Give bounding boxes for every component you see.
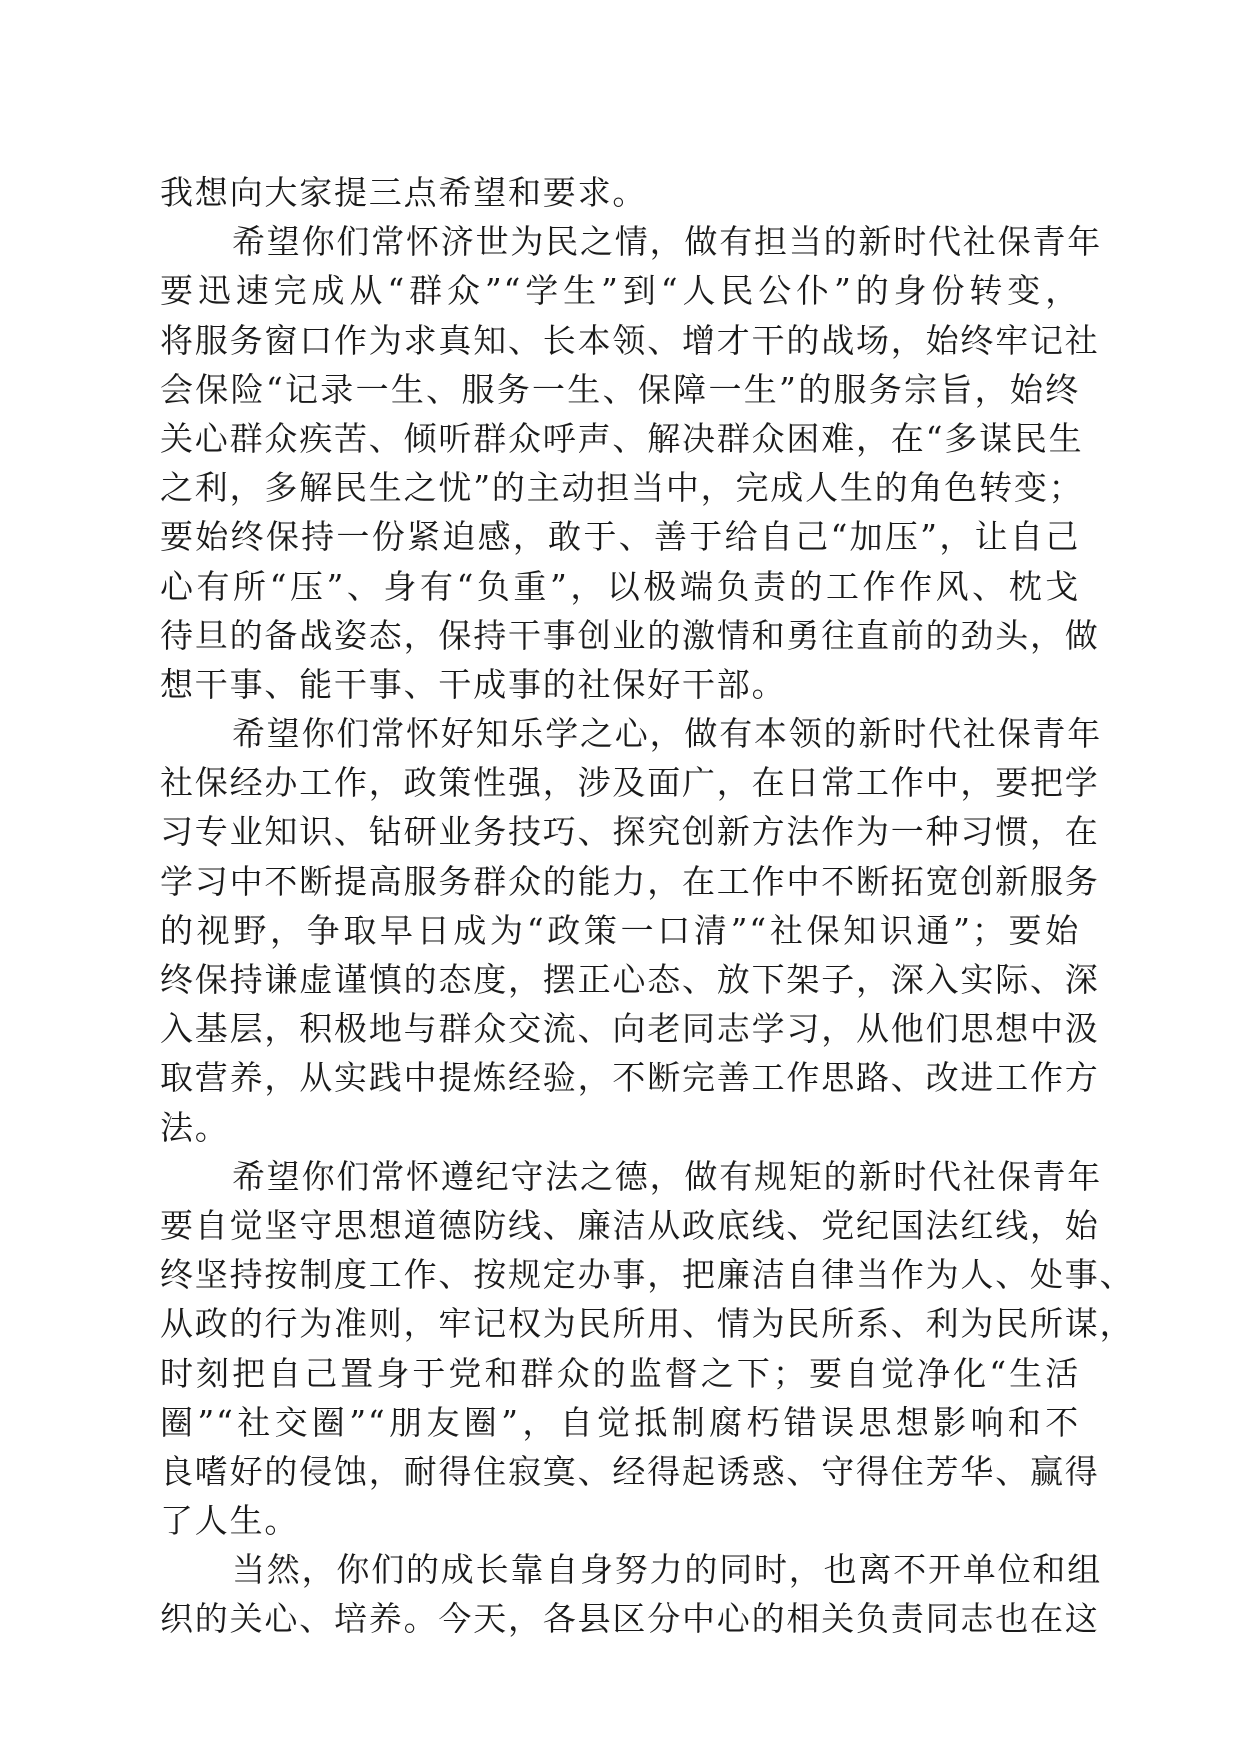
paragraph-line: 待旦的备战姿态，保持干事创业的激情和勇往直前的劲头，做: [160, 615, 1100, 655]
document-page: [160, 168, 1135, 1644]
paragraph-line: 良嗜好的侵蚀，耐得住寂寞、经得起诱惑、守得住芳华、赢得: [160, 1451, 1100, 1491]
paragraph-line: 织的关心、培养。今天，各县区分中心的相关负责同志也在这: [160, 1599, 1100, 1639]
paragraph-first-line: 希望你们常怀遵纪守法之德，做有规矩的新时代社保青年: [232, 1156, 1102, 1196]
paragraph-first-line: 当然，你们的成长靠自身努力的同时，也离不开单位和组: [232, 1550, 1102, 1590]
paragraph-line: 要迅速完成从“群众”“学生”到“人民公仆”的身份转变，: [160, 271, 1080, 311]
paragraph-line: 的视野，争取早日成为“政策一口清”“社保知识通”；要始: [160, 910, 1080, 950]
paragraph-line: 学习中不断提高服务群众的能力，在工作中不断拓宽创新服务: [160, 861, 1100, 901]
paragraph-line: 将服务窗口作为求真知、长本领、增才干的战场，始终牢记社: [160, 320, 1100, 360]
paragraph-line: 入基层，积极地与群众交流、向老同志学习，从他们思想中汲: [160, 1009, 1100, 1049]
paragraph-line: 会保险“记录一生、服务一生、保障一生”的服务宗旨，始终: [160, 369, 1080, 409]
paragraph-line: 心有所“压”、身有“负重”，以极端负责的工作作风、枕戈: [160, 566, 1080, 606]
paragraph-line: 终保持谦虚谨慎的态度，摆正心态、放下架子，深入实际、深: [160, 960, 1100, 999]
paragraph-first-line: 希望你们常怀济世为民之情，做有担当的新时代社保青年: [232, 222, 1102, 262]
paragraph-line: 想干事、能干事、干成事的社保好干部。: [160, 664, 787, 704]
paragraph-line: 取营养，从实践中提炼经验，不断完善工作思路、改进工作方: [160, 1058, 1100, 1098]
paragraph-line: 终坚持按制度工作、按规定办事，把廉洁自律当作为人、处事、: [160, 1255, 1135, 1295]
paragraph-line: 了人生。: [160, 1501, 300, 1541]
paragraph-first-line: 希望你们常怀好知乐学之心，做有本领的新时代社保青年: [232, 714, 1102, 754]
paragraph-line: 从政的行为准则，牢记权为民所用、情为民所系、利为民所谋，: [160, 1304, 1135, 1344]
paragraph-line: 我想向大家提三点希望和要求。: [160, 173, 648, 212]
paragraph-line: 社保经办工作，政策性强，涉及面广，在日常工作中，要把学: [160, 763, 1100, 803]
paragraph-line: 法。: [160, 1107, 230, 1147]
paragraph-line: 要始终保持一份紧迫感，敢于、善于给自己“加压”，让自己: [160, 517, 1080, 557]
paragraph-line: 习专业知识、钻研业务技巧、探究创新方法作为一种习惯，在: [160, 812, 1100, 852]
paragraph-line: 之利，多解民生之忧”的主动担当中，完成人生的角色转变；: [160, 468, 1084, 508]
paragraph-line: 时刻把自己置身于党和群众的监督之下；要自觉净化“生活: [160, 1353, 1080, 1393]
paragraph-line: 关心群众疾苦、倾听群众呼声、解决群众困难，在“多谋民生: [160, 418, 1084, 458]
paragraph-line: 圈”“社交圈”“朋友圈”，自觉抵制腐朽错误思想影响和不: [160, 1402, 1080, 1442]
paragraph-line: 要自觉坚守思想道德防线、廉洁从政底线、党纪国法红线，始: [160, 1205, 1100, 1245]
